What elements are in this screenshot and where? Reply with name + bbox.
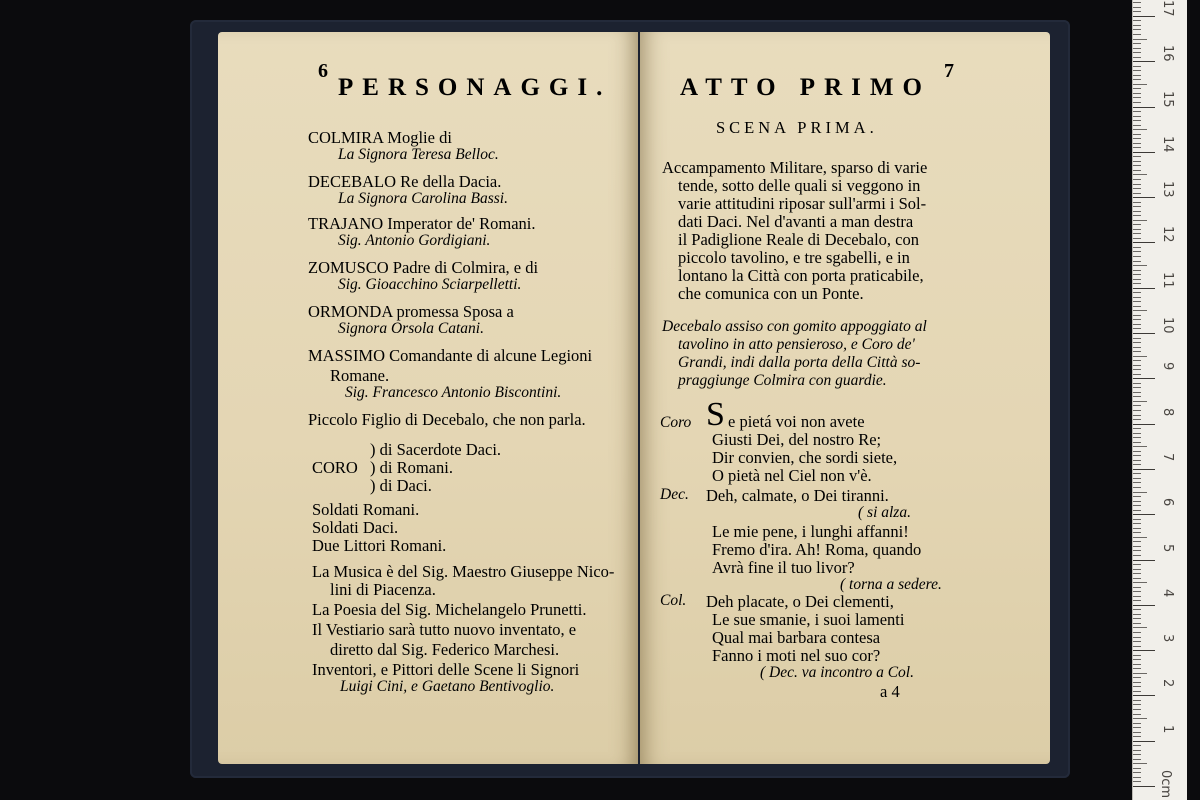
ruler-tick (1133, 578, 1141, 579)
right-text-line: Qual mai barbara contesa (712, 628, 881, 647)
ruler-tick (1133, 156, 1141, 157)
ruler-tick (1133, 781, 1141, 782)
left-text-line: Sig. Antonio Gordigiani. (338, 232, 491, 249)
ruler-label: 11 (1160, 271, 1175, 289)
ruler-tick (1133, 637, 1141, 638)
ruler-tick (1133, 125, 1141, 126)
ruler-tick (1133, 247, 1141, 248)
ruler-tick (1133, 415, 1141, 416)
ruler-tick (1133, 609, 1141, 610)
ruler-tick (1133, 120, 1141, 121)
ruler-tick (1133, 102, 1141, 103)
ruler-tick (1133, 455, 1141, 456)
ruler-tick (1133, 396, 1141, 397)
ruler-tick (1133, 650, 1155, 651)
ruler-tick (1133, 492, 1147, 493)
left-text-line: TRAJANO Imperator de' Romani. (308, 214, 536, 233)
ruler-tick (1133, 505, 1141, 506)
ruler-tick (1133, 677, 1141, 678)
ruler-tick (1133, 446, 1147, 447)
ruler-tick (1133, 265, 1147, 266)
left-text-line: ORMONDA promessa Sposa a (308, 302, 514, 321)
ruler-tick (1133, 283, 1141, 284)
ruler-tick (1133, 29, 1141, 30)
ruler-tick (1133, 646, 1141, 647)
right-text-line: tende, sotto delle quali si veggono in (678, 176, 921, 195)
ruler-tick (1133, 732, 1141, 733)
right-text-line: Fremo d'ira. Ah! Roma, quando (712, 540, 922, 559)
ruler-tick (1133, 233, 1141, 234)
ruler-tick (1133, 202, 1141, 203)
ruler-tick (1133, 165, 1141, 166)
ruler-tick (1133, 695, 1155, 696)
ruler-label: 12 (1160, 226, 1175, 243)
right-text-line: lontano la Città con porta praticabile, (678, 266, 924, 285)
ruler-tick (1133, 333, 1155, 334)
ruler-tick (1133, 433, 1141, 434)
ruler-tick (1133, 206, 1141, 207)
left-text-line: Soldati Romani. (312, 500, 420, 519)
ruler-tick (1133, 134, 1141, 135)
ruler-label: 7 (1160, 452, 1175, 462)
ruler-tick (1133, 532, 1141, 533)
ruler-tick (1133, 745, 1141, 746)
ruler-tick (1133, 623, 1141, 624)
ruler-tick (1133, 57, 1141, 58)
ruler-tick (1133, 528, 1141, 529)
ruler-tick (1133, 97, 1141, 98)
left-text-line: Soldati Daci. (312, 518, 399, 537)
ruler-tick (1133, 39, 1147, 40)
ruler-tick (1133, 410, 1141, 411)
ruler-tick (1133, 107, 1155, 108)
left-text-line: La Musica è del Sig. Maestro Giuseppe Nico- (312, 562, 615, 581)
page-number: 7 (944, 60, 954, 82)
ruler-tick (1133, 614, 1141, 615)
ruler-tick (1133, 754, 1141, 755)
ruler-tick (1133, 600, 1141, 601)
right-text-line: dati Daci. Nel d'avanti a man destra (678, 212, 914, 231)
ruler-tick (1133, 170, 1141, 171)
ruler-tick (1133, 464, 1141, 465)
ruler-tick (1133, 736, 1141, 737)
ruler-tick (1133, 383, 1141, 384)
ruler-tick (1133, 256, 1141, 257)
ruler-tick (1133, 487, 1141, 488)
right-text-line: il Padiglione Reale di Decebalo, con (678, 230, 920, 249)
ruler-tick (1133, 723, 1141, 724)
ruler-tick (1133, 16, 1155, 17)
ruler-tick (1133, 274, 1141, 275)
ruler-tick (1133, 84, 1147, 85)
ruler-label: 14 (1160, 135, 1175, 153)
ruler-tick (1133, 460, 1141, 461)
right-text-line: varie attitudini riposar sull'armi i Sol- (678, 194, 927, 213)
ruler-tick (1133, 627, 1147, 628)
ruler-tick (1133, 279, 1141, 280)
right-text-line: Giusti Dei, del nostro Re; (712, 430, 882, 449)
ruler-tick (1133, 184, 1141, 185)
ruler-tick (1133, 52, 1141, 53)
ruler-tick (1133, 229, 1141, 230)
ruler-tick (1133, 573, 1141, 574)
ruler-tick (1133, 718, 1147, 719)
ruler-label: 5 (1160, 543, 1175, 552)
ruler-tick (1133, 378, 1155, 379)
ruler-tick (1133, 7, 1141, 8)
left-text-line: La Poesia del Sig. Michelangelo Prunetti. (312, 600, 587, 619)
ruler-tick (1133, 328, 1141, 329)
right-text-line: Coro (660, 414, 692, 431)
left-text-line: DECEBALO Re della Dacia. (308, 172, 502, 191)
ruler-tick (1133, 315, 1141, 316)
ruler-label: 6 (1160, 498, 1175, 507)
ruler-tick (1133, 428, 1141, 429)
left-text-line: ) di Sacerdote Daci. (370, 440, 502, 459)
ruler-label: 16 (1160, 45, 1175, 62)
ruler-tick (1133, 478, 1141, 479)
ruler-tick (1133, 519, 1141, 520)
ruler-tick (1133, 704, 1141, 705)
ruler-tick (1133, 555, 1141, 556)
right-text-line: Grandi, indi dalla porta della Città so- (678, 354, 921, 371)
ruler-tick (1133, 596, 1141, 597)
ruler-tick (1133, 437, 1141, 438)
ruler-tick (1133, 66, 1141, 67)
ruler-tick (1133, 686, 1141, 687)
ruler-tick (1133, 143, 1141, 144)
scene-heading: SCENA PRIMA. (716, 118, 878, 137)
ruler-tick (1133, 70, 1141, 71)
right-text-line: Deh, calmate, o Dei tiranni. (706, 486, 889, 505)
left-text-line: Inventori, e Pittori delle Scene li Signori (312, 660, 580, 679)
ruler-tick (1133, 342, 1141, 343)
ruler-tick (1133, 93, 1141, 94)
ruler-tick (1133, 582, 1147, 583)
ruler-tick (1133, 641, 1141, 642)
ruler-tick (1133, 288, 1155, 289)
ruler-tick (1133, 188, 1141, 189)
ruler-tick (1133, 768, 1141, 769)
ruler-tick (1133, 347, 1141, 348)
right-text-line: ( Dec. va incontro a Col. (760, 664, 914, 681)
ruler-tick (1133, 537, 1147, 538)
ruler-tick (1133, 763, 1147, 764)
ruler-tick (1133, 424, 1155, 425)
ruler-tick (1133, 591, 1141, 592)
ruler-tick (1133, 34, 1141, 35)
right-text-line: tavolino in atto pensieroso, e Coro de' (678, 336, 915, 353)
right-text-line: ( torna a sedere. (840, 576, 942, 593)
ruler-tick (1133, 469, 1155, 470)
ruler-tick (1133, 664, 1141, 665)
ruler-tick (1133, 618, 1141, 619)
ruler-tick (1133, 605, 1155, 606)
ruler-tick (1133, 501, 1141, 502)
left-text-line: ZOMUSCO Padre di Colmira, e di (308, 258, 539, 277)
ruler-tick (1133, 261, 1141, 262)
right-text-line: Le sue smanie, i suoi lamenti (712, 610, 905, 629)
ruler-tick (1133, 482, 1141, 483)
ruler-tick (1133, 659, 1141, 660)
ruler-tick (1133, 179, 1141, 180)
right-text-line: Le mie pene, i lunghi affanni! (712, 522, 909, 541)
ruler-tick (1133, 25, 1141, 26)
ruler-tick (1133, 673, 1147, 674)
ruler-tick (1133, 451, 1141, 452)
ruler-tick (1133, 786, 1155, 787)
ruler-tick (1133, 242, 1155, 243)
ruler-tick (1133, 319, 1141, 320)
ruler-tick (1133, 116, 1141, 117)
right-heading: ATTO PRIMO (680, 74, 931, 101)
left-text-line: Sig. Francesco Antonio Biscontini. (345, 384, 562, 401)
ruler-tick (1133, 297, 1141, 298)
ruler-label: 10 (1160, 317, 1175, 334)
ruler-tick (1133, 564, 1141, 565)
ruler-tick (1133, 655, 1141, 656)
ruler-tick (1133, 510, 1141, 511)
ruler-tick (1133, 401, 1147, 402)
right-text-line: piccolo tavolino, e tre sgabelli, e in (678, 248, 910, 267)
ruler-tick (1133, 632, 1141, 633)
left-text-line: Piccolo Figlio di Decebalo, che non parla. (308, 410, 586, 429)
ruler-tick (1133, 369, 1141, 370)
ruler-tick (1133, 215, 1141, 216)
ruler-tick (1133, 514, 1155, 515)
left-text-line: Romane. (330, 366, 390, 385)
right-text-line: Dec. (660, 486, 689, 503)
ruler-tick (1133, 138, 1141, 139)
ruler-tick (1133, 11, 1141, 12)
right-text-line: praggiunge Colmira con guardie. (678, 372, 887, 389)
left-text-line: MASSIMO Comandante di alcune Legioni (308, 346, 593, 365)
left-text-line: Il Vestiario sarà tutto nuovo inventato, e (312, 620, 577, 639)
ruler-tick (1133, 419, 1141, 420)
page-mark: 6 (318, 60, 328, 82)
ruler-label: 9 (1160, 362, 1175, 371)
ruler-tick (1133, 714, 1141, 715)
left-text-line: ) di Romani. (370, 458, 453, 477)
ruler-label: 3 (1160, 634, 1175, 643)
ruler-tick (1133, 374, 1141, 375)
ruler-tick (1133, 691, 1141, 692)
ruler-tick (1133, 324, 1141, 325)
right-text-line: Deh placate, o Dei clementi, (706, 592, 894, 611)
left-text-line: La Signora Teresa Belloc. (338, 146, 499, 163)
ruler-tick (1133, 682, 1141, 683)
ruler-tick (1133, 61, 1155, 62)
right-text-line: e pietá voi non avete (728, 412, 865, 431)
ruler-tick (1133, 772, 1141, 773)
ruler-tick (1133, 750, 1141, 751)
left-text-line: La Signora Carolina Bassi. (338, 190, 508, 207)
ruler-tick (1133, 777, 1141, 778)
right-text-line: S (706, 396, 725, 433)
ruler-tick (1133, 88, 1141, 89)
ruler-tick (1133, 129, 1147, 130)
ruler-tick (1133, 741, 1155, 742)
left-text-line: Luigi Cini, e Gaetano Bentivoglio. (340, 678, 555, 695)
ruler-tick (1133, 523, 1141, 524)
right-text-line: Col. (660, 592, 687, 609)
ruler-tick (1133, 161, 1141, 162)
right-text-line: Avrà fine il tuo livor? (712, 558, 855, 577)
right-text-line: ( si alza. (858, 504, 911, 521)
ruler-tick (1133, 541, 1141, 542)
right-text-line: Fanno i moti nel suo cor? (712, 646, 881, 665)
ruler-tick (1133, 48, 1141, 49)
ruler-label: 15 (1160, 90, 1175, 108)
ruler-tick (1133, 560, 1155, 561)
left-text-line: lini di Piacenza. (330, 580, 436, 599)
left-text-line: Due Littori Romani. (312, 536, 447, 555)
ruler-tick (1133, 392, 1141, 393)
left-text-line: diretto dal Sig. Federico Marchesi. (330, 640, 560, 659)
right-text-line: a 4 (880, 682, 900, 701)
ruler-tick (1133, 306, 1141, 307)
ruler-tick (1133, 546, 1141, 547)
ruler-tick (1133, 587, 1141, 588)
ruler-tick (1133, 301, 1141, 302)
ruler-tick (1133, 387, 1141, 388)
ruler-tick (1133, 700, 1141, 701)
ruler-tick (1133, 193, 1141, 194)
ruler-label: 4 (1160, 588, 1175, 598)
ruler-tick (1133, 360, 1141, 361)
ruler-label: 8 (1160, 407, 1175, 416)
ruler-tick (1133, 550, 1141, 551)
ruler-tick (1133, 310, 1147, 311)
left-heading: PERSONAGGI. (338, 74, 612, 101)
ruler-tick (1133, 43, 1141, 44)
ruler-tick (1133, 356, 1147, 357)
ruler-tick (1133, 224, 1141, 225)
ruler-tick (1133, 251, 1141, 252)
ruler-tick (1133, 238, 1141, 239)
ruler-tick (1133, 569, 1141, 570)
ruler-label: 2 (1160, 679, 1175, 688)
ruler-tick (1133, 442, 1141, 443)
ruler-tick (1133, 211, 1141, 212)
ruler-tick (1133, 709, 1141, 710)
right-text-line: Accampamento Militare, sparso di varie (662, 158, 928, 177)
ruler-tick (1133, 270, 1141, 271)
ruler-tick (1133, 174, 1147, 175)
ruler-tick (1133, 727, 1141, 728)
ruler-label: 17 (1160, 0, 1175, 17)
right-text-line: Decebalo assiso con gomito appoggiato al (662, 318, 927, 335)
left-text-line: Signora Orsola Catani. (338, 320, 484, 337)
left-text-line: ) di Daci. (370, 476, 432, 495)
ruler-tick (1133, 20, 1141, 21)
ruler-tick (1133, 292, 1141, 293)
ruler-tick (1133, 759, 1141, 760)
ruler-tick (1133, 147, 1141, 148)
ruler-label: 0cm (1158, 770, 1173, 799)
ruler-tick (1133, 496, 1141, 497)
ruler-tick (1133, 668, 1141, 669)
ruler-tick (1133, 75, 1141, 76)
ruler-tick (1133, 2, 1141, 3)
ruler-tick (1133, 197, 1155, 198)
ruler-tick (1133, 152, 1155, 153)
right-text-line: Dir convien, che sordi siete, (712, 448, 898, 467)
ruler-tick (1133, 405, 1141, 406)
ruler-tick (1133, 111, 1141, 112)
ruler-tick (1133, 79, 1141, 80)
ruler-tick (1133, 473, 1141, 474)
left-text-line: COLMIRA Moglie di (308, 128, 452, 147)
measurement-ruler (1132, 0, 1187, 800)
left-text-line: Sig. Gioacchino Sciarpelletti. (338, 276, 522, 293)
ruler-tick (1133, 351, 1141, 352)
ruler-label: 1 (1160, 724, 1175, 733)
ruler-tick (1133, 220, 1147, 221)
ruler-tick (1133, 365, 1141, 366)
ruler-tick (1133, 338, 1141, 339)
right-text-line: O pietà nel Ciel non v'è. (712, 466, 872, 485)
right-text-line: che comunica con un Ponte. (678, 284, 864, 303)
ruler-label: 13 (1160, 181, 1175, 198)
left-text-line: CORO (312, 458, 358, 477)
